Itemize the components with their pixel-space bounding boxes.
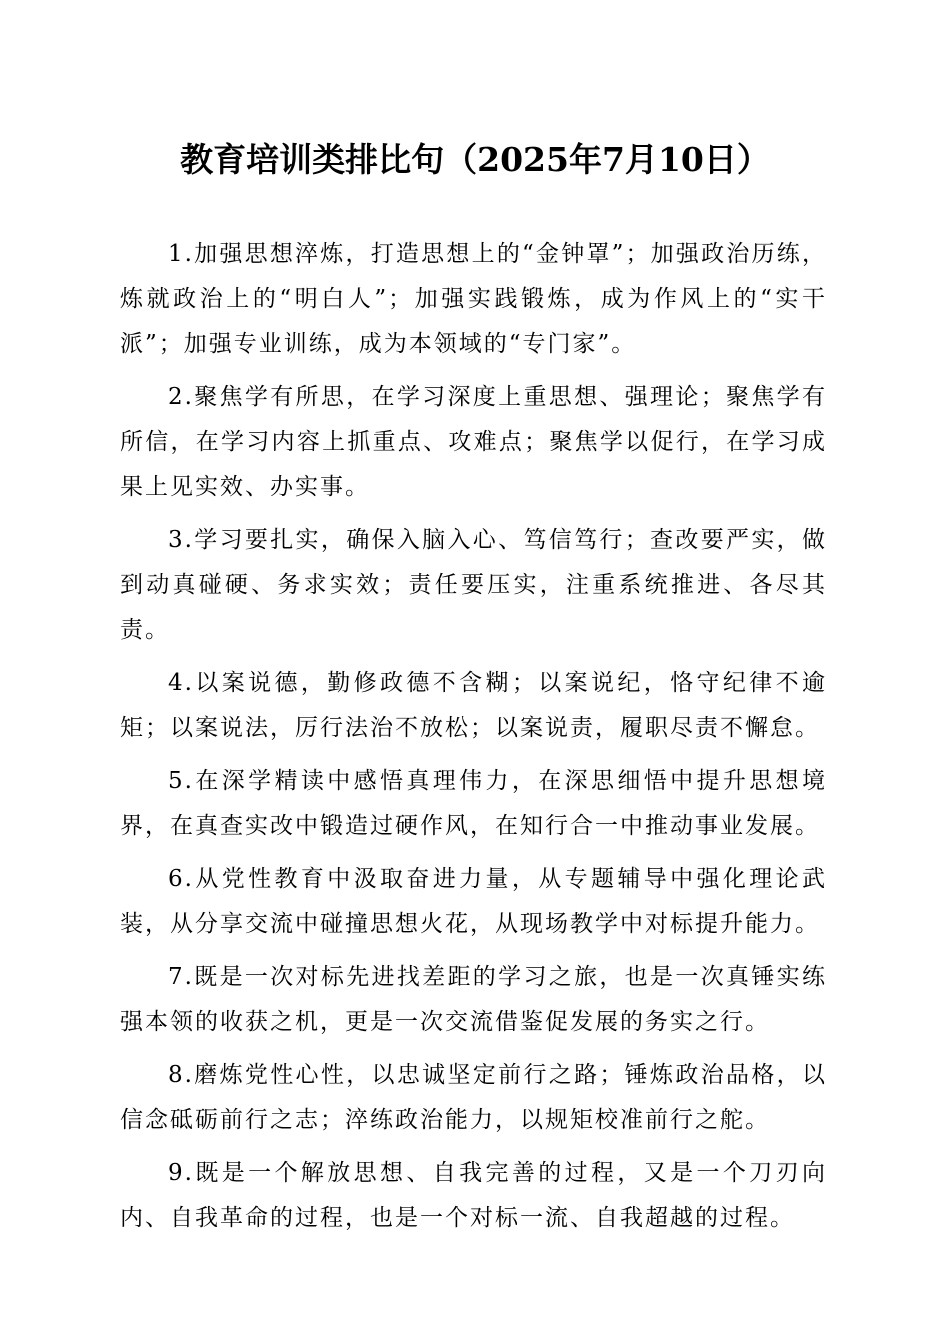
paragraph-8: 8.磨炼党性心性，以忠诚坚定前行之路；锤炼政治品格，以信念砥砺前行之志；淬练政治能力，以规矩校准前行之舵。 xyxy=(120,1062,827,1133)
paragraph-7: 7.既是一次对标先进找差距的学习之旅，也是一次真锤实练强本领的收获之机，更是一次交流借鉴促发展的务实之行。 xyxy=(120,964,827,1035)
paragraph-4: 4.以案说德，勤修政德不含糊；以案说纪，恪守纪律不逾矩；以案说法，厉行法治不放松；以案说责，履职尽责不懈怠。 xyxy=(120,670,827,741)
paragraph-3: 3.学习要扎实，确保入脑入心、笃信笃行；查改要严实，做到动真碰硬、务求实效；责任要压实，注重系统推进、各尽其责。 xyxy=(120,527,827,643)
paragraph-2: 2.聚焦学有所思，在学习深度上重思想、强理论；聚焦学有所信，在学习内容上抓重点、攻难点；聚焦学以促行，在学习成果上见实效、办实事。 xyxy=(120,384,827,500)
document-title: 教育培训类排比句（2025年7月10日） xyxy=(180,140,770,179)
paragraph-1: 1.加强思想淬炼，打造思想上的“金钟罩”；加强政治历练，炼就政治上的“明白人”；加强实践锻炼，成为作风上的“实干派”；加强专业训练，成为本领域的“专门家”。 xyxy=(120,241,827,357)
document-body xyxy=(120,232,827,1249)
paragraph-6: 6.从党性教育中汲取奋进力量，从专题辅导中强化理论武装，从分享交流中碰撞思想火花，从现场教学中对标提升能力。 xyxy=(120,866,827,937)
paragraph-9: 9.既是一个解放思想、自我完善的过程，又是一个刀刃向内、自我革命的过程，也是一个对标一流、自我超越的过程。 xyxy=(120,1160,827,1231)
paragraph-5: 5.在深学精读中感悟真理伟力，在深思细悟中提升思想境界，在真查实改中锻造过硬作风，在知行合一中推动事业发展。 xyxy=(120,768,827,839)
